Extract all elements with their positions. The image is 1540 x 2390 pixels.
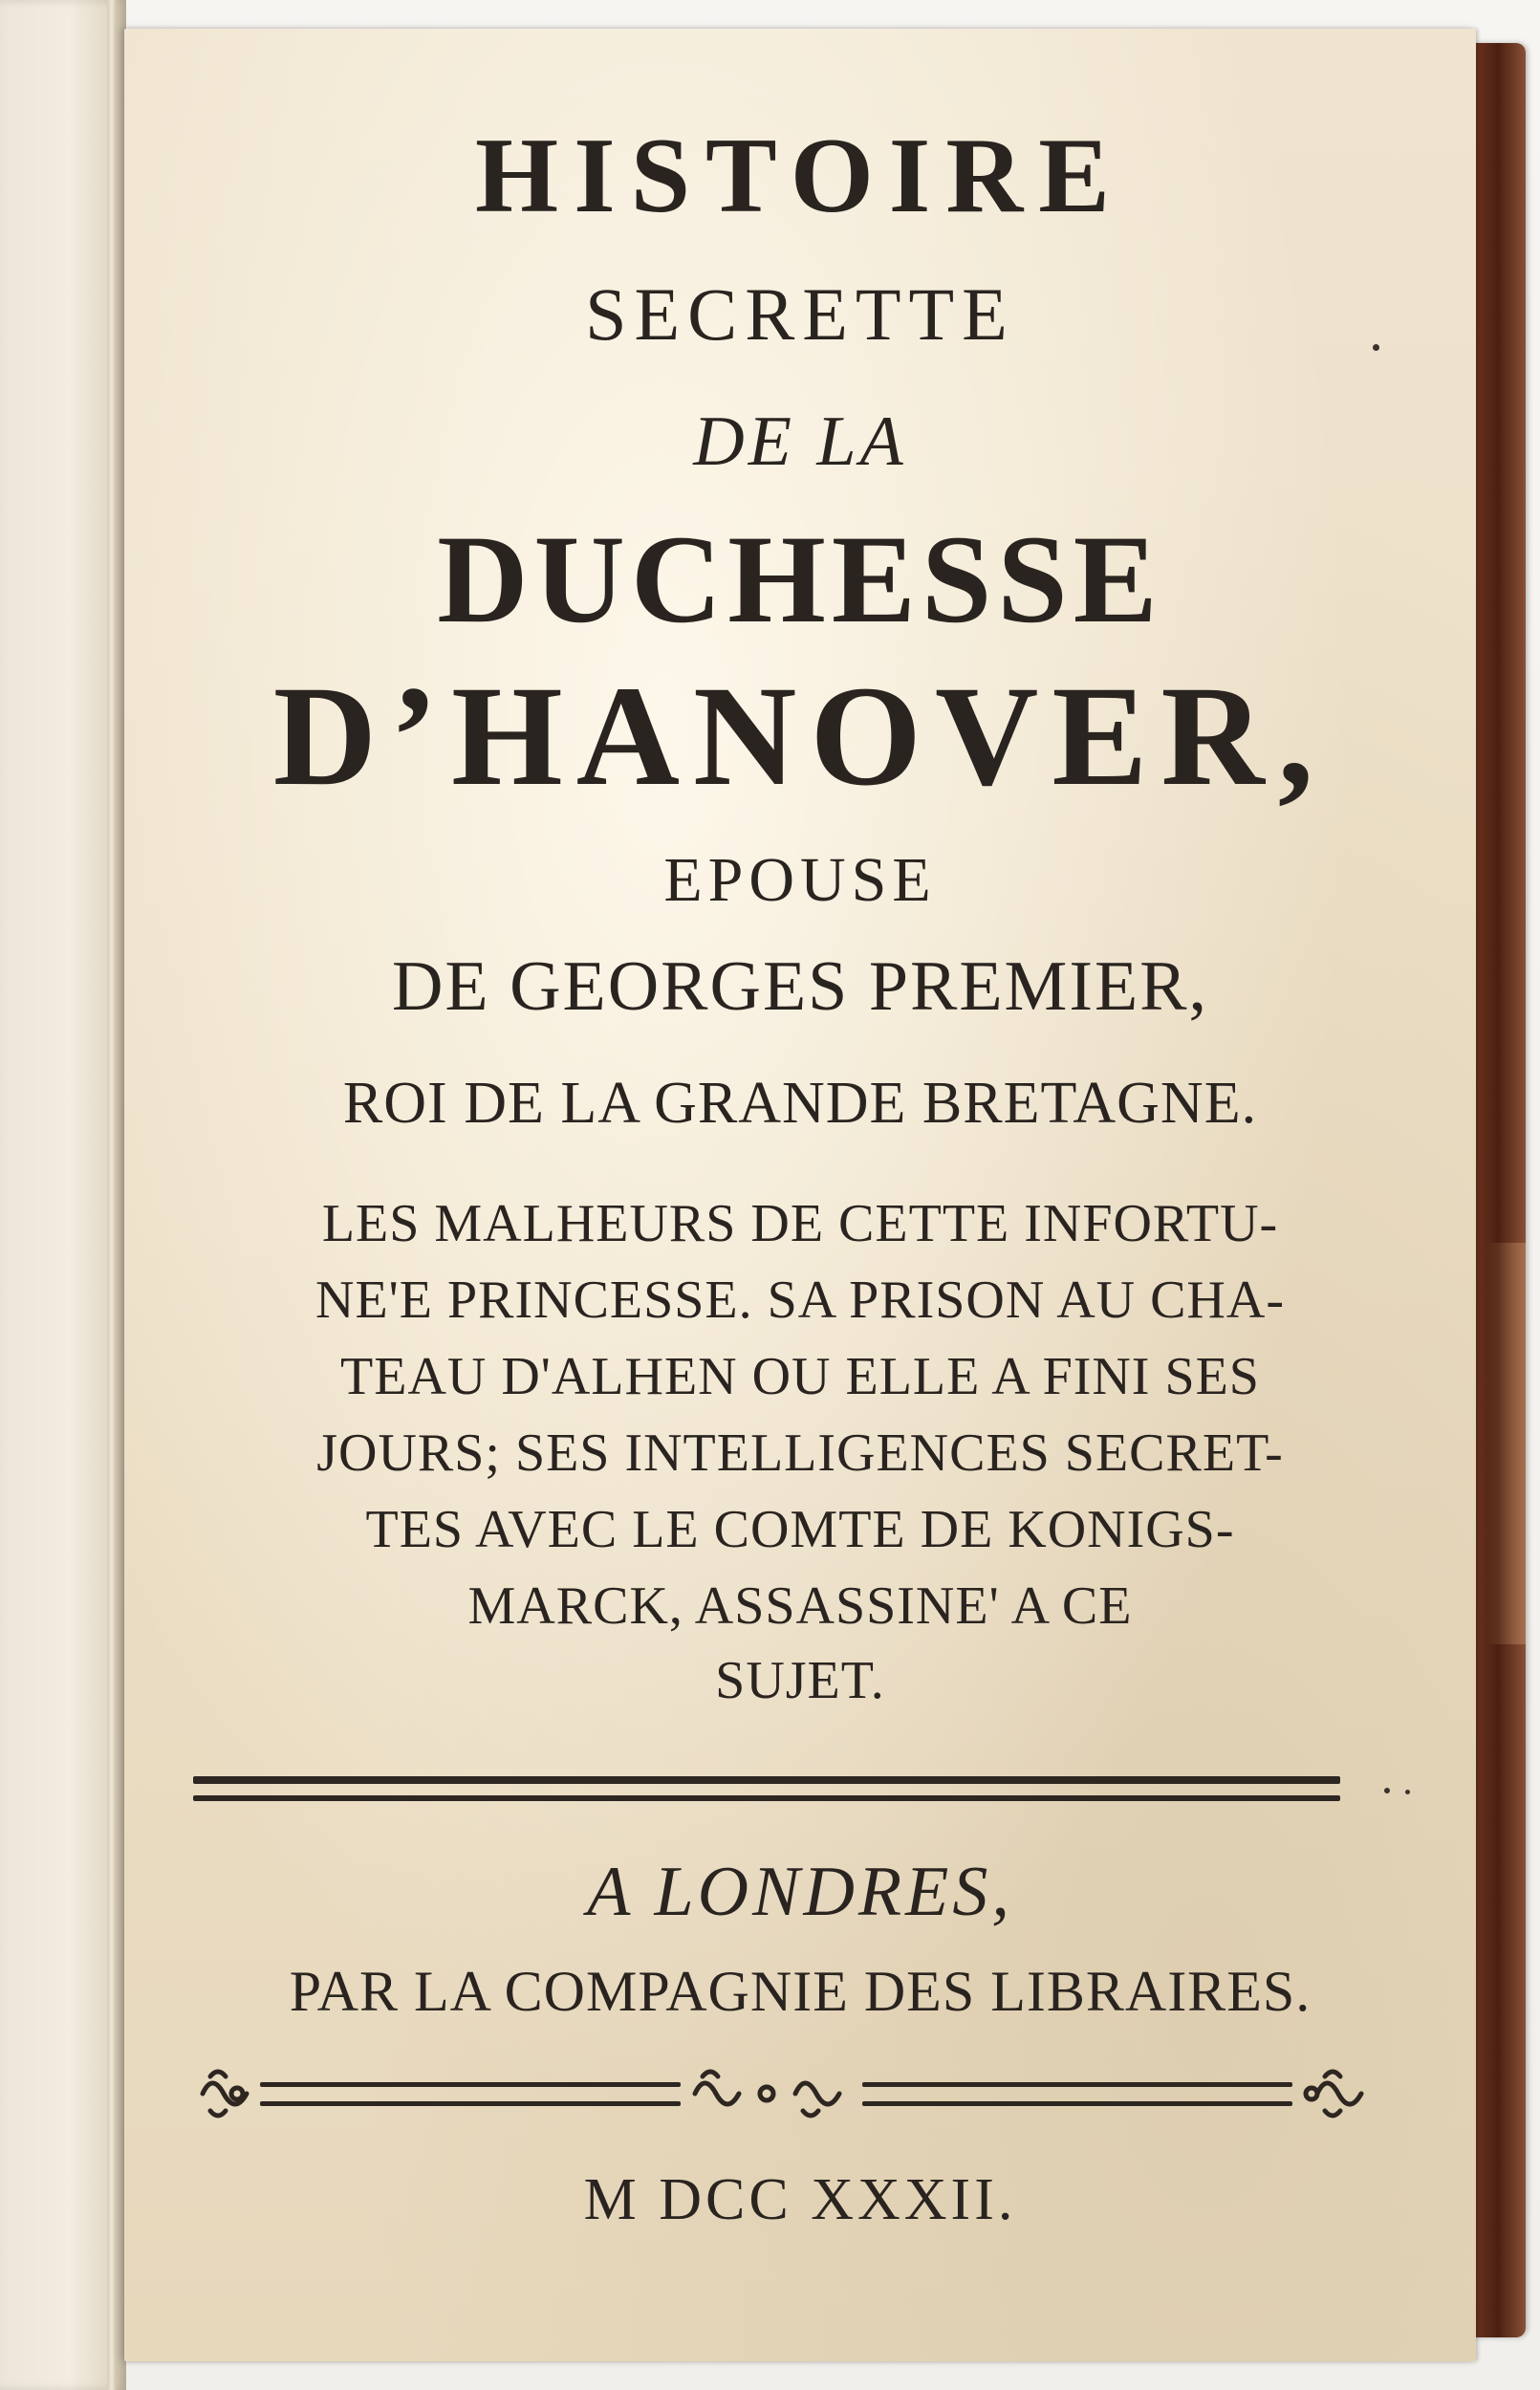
ink-speck: [1405, 1790, 1410, 1794]
description-line: TEAU D'ALHEN OU ELLE A FINI SES: [340, 1347, 1260, 1406]
rule-thick-line: [193, 1776, 1340, 1784]
rule-thin-line: [193, 1795, 1340, 1801]
page-gutter: [107, 0, 117, 2390]
ink-speck: [1384, 1788, 1390, 1793]
cover-wear-mark: [1487, 1243, 1526, 1644]
description-line: SUJET.: [715, 1651, 885, 1710]
fleuron-rule-graphic: [193, 2055, 1371, 2132]
title-duchesse: DUCHESSE: [437, 509, 1163, 649]
description-line: NE'E PRINCESSE. SA PRISON AU CHA-: [315, 1271, 1285, 1330]
title-hanover: D’HANOVER,: [272, 657, 1328, 815]
description-line: LES MALHEURS DE CETTE INFORTU-: [321, 1194, 1279, 1253]
title-page: [124, 29, 1476, 2361]
title-georges-premier: DE GEORGES PREMIER,: [391, 947, 1209, 1026]
description-line: TES AVEC LE COMTE DE KONIGS-: [365, 1500, 1235, 1559]
title-epouse: EPOUSE: [663, 845, 937, 915]
ink-speck: [1373, 344, 1379, 351]
title-secrette: SECRETTE: [585, 272, 1015, 356]
title-roi-bretagne: ROI DE LA GRANDE BRETAGNE.: [342, 1071, 1258, 1136]
imprint-date: M DCC XXXII.: [583, 2167, 1017, 2232]
imprint-publisher: PAR LA COMPAGNIE DES LIBRAIRES.: [289, 1960, 1312, 2023]
double-rule-divider: [193, 1776, 1340, 1807]
ornamental-divider: [193, 2055, 1371, 2132]
description-line: JOURS; SES INTELLIGENCES SECRET-: [316, 1423, 1284, 1483]
imprint-place: A LONDRES,: [587, 1853, 1013, 1931]
title-histoire: HISTOIRE: [475, 117, 1125, 235]
title-de-la: DE LA: [693, 402, 907, 481]
description-line: MARCK, ASSASSINE' A CE: [467, 1576, 1133, 1636]
